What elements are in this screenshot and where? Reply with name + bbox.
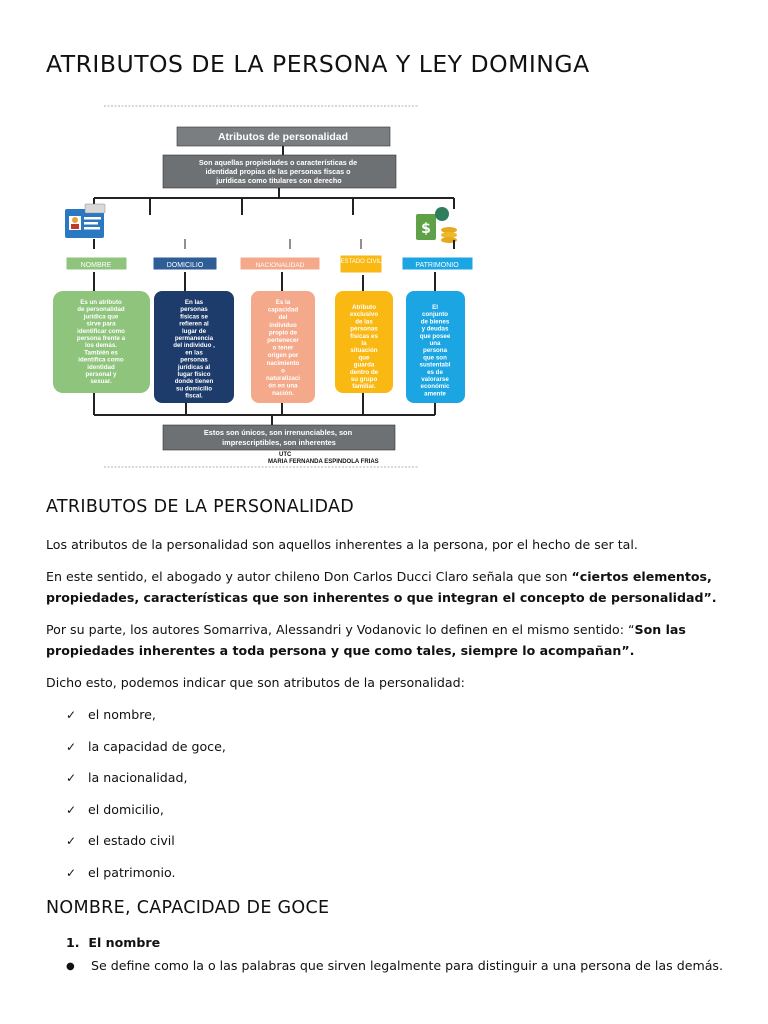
attributes-diagram: [46, 99, 478, 476]
paragraph-1: Los atributos de la personalidad son aquellos inherentes a la persona, por el hecho de ser tal.: [46, 537, 638, 552]
check-icon: ✓: [66, 739, 77, 754]
svg-text:Estos son únicos, son irrenunc: Estos son únicos, son irrenunciables, son imprescriptibles, son inherentes: [203, 428, 353, 447]
section-heading-nombre: NOMBRE, CAPACIDAD DE GOCE: [46, 898, 330, 918]
numbered-item: 1. El nombre: [66, 935, 161, 950]
definition-line: jurídicas como titulares con derecho: [216, 176, 342, 185]
bullet-icon: ●: [66, 961, 75, 972]
section-heading-personalidad: ATRIBUTOS DE LA PERSONALIDAD: [46, 497, 354, 517]
category-label-estado-civil: [340, 255, 382, 273]
paragraph-2: En este sentido, el abogado y autor chileno Don Carlos Ducci Claro señala que son “ciertos elementos, propiedades, características que son inherentes o que integran el concepto de personalidad”.: [46, 569, 717, 605]
list-item: ✓ el patrimonio.: [66, 864, 226, 896]
definition-line: identidad propias de las personas físcas o: [205, 167, 351, 176]
svg-text:ESTADO CIVIL: ESTADO CIVIL: [340, 259, 382, 265]
diagram-credit: UTC MARIA FERNANDA ESPINDOLA FRIAS: [268, 452, 379, 465]
category-label-patrimonio: [402, 257, 473, 270]
category-label-nombre: [66, 257, 127, 270]
diagram-footer-box: [163, 425, 395, 450]
svg-text:Son aquellas propiedades o car: [199, 158, 359, 185]
description-text: El conjunto de bienes y deudas que posee una persona que son sustentabl es de valorarse económic amente: [419, 304, 451, 398]
paragraph-4: Dicho esto, podemos indicar que son atributos de la personalidad:: [46, 675, 465, 690]
list-item: ✓ el estado civil: [66, 832, 226, 864]
svg-text:DOMICILIO: DOMICILIO: [166, 262, 204, 269]
description-text: En las personas físicas se refieren al lugar de permanencia del individuo , en las personas jurídicas al lugar físico donde tienen su domicilio fiscal.: [173, 299, 215, 400]
bullet-item: ● Se define como la o las palabras que sirven legalmente para distinguir a una persona de las demás.: [66, 958, 723, 976]
money-icon: [416, 207, 457, 243]
svg-text:$: $: [421, 221, 431, 237]
list-item: ✓ la capacidad de goce,: [66, 738, 226, 770]
document-title: ATRIBUTOS DE LA PERSONA Y LEY DOMINGA: [46, 50, 590, 78]
diagram-definition-box: [163, 155, 396, 188]
diagram-header-box: [177, 127, 390, 146]
svg-text:PATRIMONIO: PATRIMONIO: [415, 262, 459, 269]
description-text: Es la capacidad del individuo propio de pertenecer o tener origen por nacimiento o naturalizaci ón en una nación.: [265, 299, 301, 398]
description-text: Atributo exclusivo de las personas físicas es la situación que guarda dentro de su grupo familiar.: [349, 304, 379, 391]
description-text: Es un atributo de personalidad jurídica que sirve para identificar como persona frente a los demás. También es identifica como identidad personal y sexuar.: [76, 299, 126, 386]
paragraph-3: Por su parte, los autores Somarriva, Alessandri y Vodanovic lo definen en el mismo sentido: “Son las propiedades inherentes a toda persona y que como tales, siempre lo acompañan”.: [46, 622, 686, 658]
definition-line: Son aquellas propiedades o características de: [198, 158, 358, 167]
check-icon: ✓: [66, 708, 77, 722]
list-item: ✓ la nacionalidad,: [66, 769, 226, 801]
svg-text:NOMBRE: NOMBRE: [80, 262, 112, 269]
check-icon: ✓: [66, 834, 77, 848]
id-card-icon: [65, 204, 105, 238]
check-icon: ✓: [66, 802, 77, 817]
check-icon: ✓: [66, 771, 77, 785]
category-label-domicilio: [153, 257, 217, 270]
attributes-checklist: [66, 706, 226, 895]
svg-text:NACIONALIDAD: NACIONALIDAD: [255, 262, 305, 269]
diagram-header: Atributos de personalidad: [217, 131, 349, 143]
list-item: ✓ el nombre,: [66, 706, 226, 738]
list-item: ✓ el domicilio,: [66, 801, 226, 833]
category-label-nacionalidad: [240, 257, 320, 270]
check-icon: ✓: [66, 865, 77, 880]
